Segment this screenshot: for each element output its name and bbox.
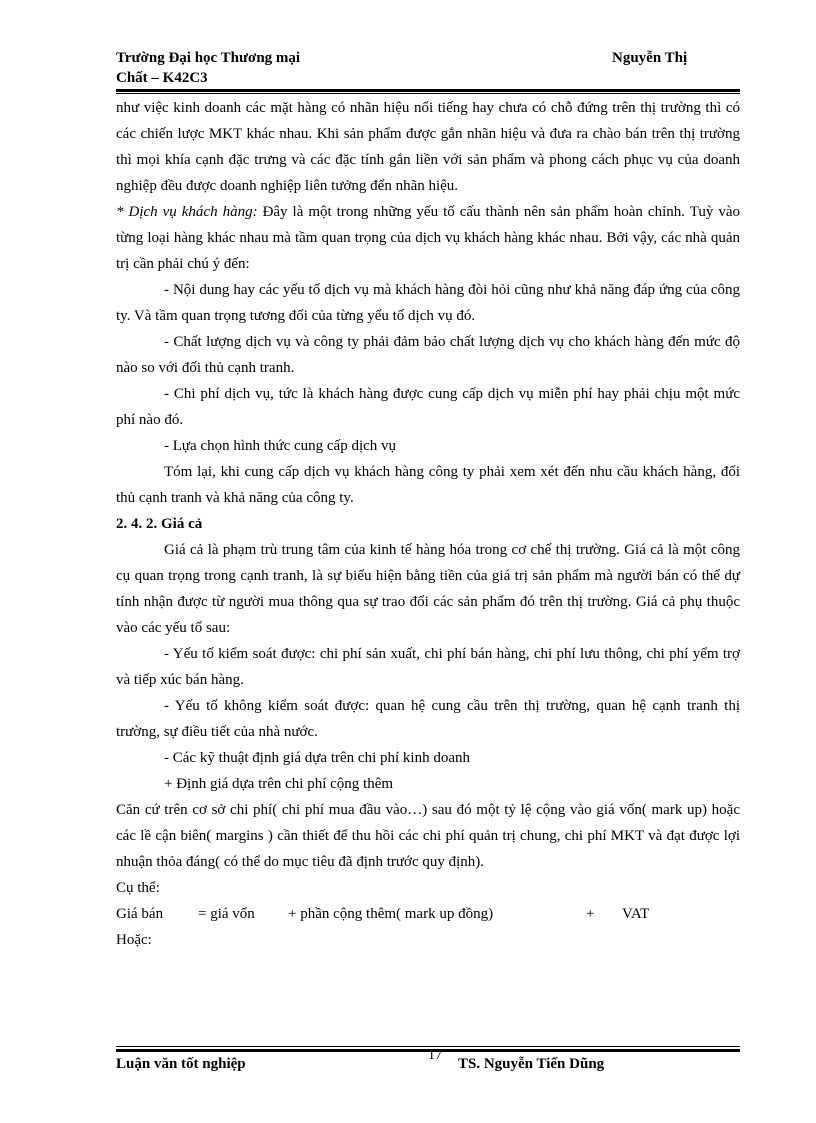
header-author-class: Chất – K42C3 xyxy=(116,70,208,86)
page-number: 17 xyxy=(428,1048,442,1063)
formula-plus: + xyxy=(586,906,595,922)
footer-thesis: Luận văn tốt nghiệp xyxy=(116,1056,246,1072)
price-formula xyxy=(116,901,740,927)
formula-cost: = giá vốn xyxy=(198,906,255,922)
paragraph-price: Giá cả là phạm trù trung tâm của kinh tế hàng hóa trong cơ chế thị trường. Giá cả là một công cụ quan trọng trong cạnh tranh, là sự biểu hiện bằng tiền của giá trị sản phẩm mà người bán có thể dự tính nhận được từ người mua thông qua sự trao đổi các sản phẩm đó trên thị trường. Giá cả phụ thuộc vào các yếu tố sau: xyxy=(116,542,740,636)
bullet-pricing-techniques: - Các kỹ thuật định giá dựa trên chi phí kinh doanh xyxy=(164,750,470,766)
header-author: Nguyễn Thị xyxy=(612,50,688,66)
formula-vat: VAT xyxy=(622,906,650,922)
formula-label: Giá bán xyxy=(116,906,164,922)
paragraph-summary: Tóm lại, khi cung cấp dịch vụ khách hàng công ty phải xem xét đến nhu cầu khách hàng, đối thủ cạnh tranh và khả năng của công ty. xyxy=(116,464,740,506)
paragraph-customer-service xyxy=(116,199,740,277)
footer-supervisor: TS. Nguyễn Tiến Dũng xyxy=(458,1056,605,1072)
customer-service-text: Đây là một trong những yếu tố cấu thành nên sản phẩm hoàn chỉnh. Tuỳ vào từng loại hàng khác nhau mà tầm quan trọng của dịch vụ khách hàng khác nhau. Bởi vậy, các nhà quản trị cần phải chú ý đến: xyxy=(116,204,740,272)
formula-markup: + phần cộng thêm( mark up đồng) xyxy=(288,906,494,922)
bullet-service-quality: - Chất lượng dịch vụ và công ty phải đảm bảo chất lượng dịch vụ cho khách hàng đến mức độ nào so với đối thủ cạnh tranh. xyxy=(116,334,740,376)
header-rule-thick xyxy=(116,89,740,92)
header-school: Trường Đại học Thương mại xyxy=(116,50,301,66)
bullet-service-form: - Lựa chọn hình thức cung cấp dịch vụ xyxy=(164,438,397,454)
footer-rule-thin xyxy=(116,1046,740,1047)
section-heading: 2. 4. 2. Giá cả xyxy=(116,516,203,532)
bullet-uncontrollable: - Yếu tố không kiểm soát được: quan hệ cung cầu trên thị trường, quan hệ cạnh tranh thị trường, sự điều tiết của nhà nước. xyxy=(116,698,740,740)
header-rule-thin xyxy=(116,93,740,94)
paragraph-cost-basis: Căn cứ trên cơ sở chi phí( chi phí mua đầu vào…) sau đó một tỷ lệ cộng vào giá vốn( mark up) hoặc các lề cận biên( margins ) cần thiết để thu hồi các chi phí quản trị chung, chi phí MKT và đạt được lợi nhuận thỏa đáng( có thể do mục tiêu đã định trước quy định). xyxy=(116,802,740,870)
bullet-service-cost: - Chi phí dịch vụ, tức là khách hàng được cung cấp dịch vụ miễn phí hay phải chịu một mức phí nào đó. xyxy=(116,386,740,428)
bullet-service-content: - Nội dung hay các yếu tố dịch vụ mà khách hàng đòi hỏi cũng như khả năng đáp ứng của công ty. Và tầm quan trọng tương đối của từng yếu tố dịch vụ đó. xyxy=(116,282,740,324)
paragraph-or: Hoặc: xyxy=(116,932,152,948)
page-body xyxy=(116,95,740,953)
customer-service-term: * Dịch vụ khách hàng: xyxy=(116,204,258,220)
bullet-cost-plus: + Định giá dựa trên chi phí cộng thêm xyxy=(164,776,394,792)
paragraph-specifically: Cụ thể: xyxy=(116,880,160,896)
paragraph-brand: như việc kinh doanh các mặt hàng có nhãn hiệu nổi tiếng hay chưa có chỗ đứng trên thị trường thì có các chiến lược MKT khác nhau. Khi sản phẩm được gắn nhãn hiệu và đưa ra chào bán trên thị trường thì mọi khía cạnh đặc trưng và các đặc tính gắn liền với sản phẩm và phong cách phục vụ của doanh nghiệp đều được doanh nghiệp liên tưởng đến nhãn hiệu. xyxy=(116,100,740,194)
bullet-controllable: - Yếu tố kiểm soát được: chi phí sản xuất, chi phí bán hàng, chi phí lưu thông, chi phí yểm trợ và tiếp xúc bán hàng. xyxy=(116,646,740,688)
